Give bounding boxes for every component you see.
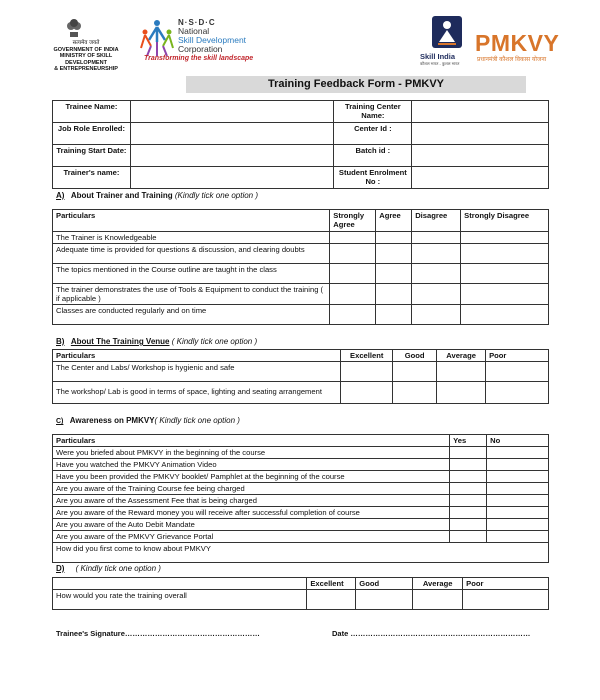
question-text: The trainer demonstrates the use of Tools & Equipment to conduct the training ( if applicable ) bbox=[53, 284, 330, 305]
column-header: No bbox=[487, 435, 549, 447]
section-c-heading: C) Awareness on PMKVY( Kindly tick one option ) bbox=[56, 416, 240, 425]
column-header: Particulars bbox=[53, 350, 341, 362]
question-text: Are you aware of the Auto Debit Mandate bbox=[53, 519, 450, 531]
pmkvy-subtitle: प्रधानमंत्री कौशल विकास योजना bbox=[477, 57, 547, 63]
tick-cell[interactable] bbox=[412, 244, 461, 264]
column-header: Good bbox=[393, 350, 437, 362]
table-row bbox=[53, 232, 549, 244]
tick-cell[interactable] bbox=[450, 531, 487, 543]
column-header: Strongly Agree bbox=[330, 210, 376, 232]
tick-cell[interactable] bbox=[330, 284, 376, 305]
trainer-name-label: Trainer's name: bbox=[53, 167, 131, 189]
column-header: Yes bbox=[450, 435, 487, 447]
tick-cell[interactable] bbox=[450, 495, 487, 507]
trainer-name-field[interactable] bbox=[130, 167, 334, 189]
column-header: Average bbox=[413, 578, 463, 590]
tick-cell[interactable] bbox=[330, 232, 376, 244]
student-enrolment-field[interactable] bbox=[412, 167, 549, 189]
table-row bbox=[53, 531, 549, 543]
tick-cell[interactable] bbox=[413, 590, 463, 610]
column-header: Particulars bbox=[53, 435, 450, 447]
tick-cell[interactable] bbox=[487, 519, 549, 531]
tick-cell[interactable] bbox=[330, 264, 376, 284]
question-text: The topics mentioned in the Course outline are taught in the class bbox=[53, 264, 330, 284]
column-header: Excellent bbox=[341, 350, 393, 362]
question-text: Classes are conducted regularly and on time bbox=[53, 305, 330, 325]
column-header: Strongly Disagree bbox=[461, 210, 549, 232]
ashoka-emblem-icon bbox=[64, 16, 84, 38]
question-text: The Trainer is Knowledgeable bbox=[53, 232, 330, 244]
table-row bbox=[53, 543, 549, 563]
tick-cell[interactable] bbox=[487, 447, 549, 459]
center-id-label: Center Id : bbox=[334, 123, 412, 145]
training-center-name-label: Training Center Name: bbox=[334, 101, 412, 123]
tick-cell[interactable] bbox=[412, 264, 461, 284]
tick-cell[interactable] bbox=[330, 244, 376, 264]
empty-header bbox=[53, 578, 307, 590]
table-row bbox=[53, 507, 549, 519]
training-center-name-field[interactable] bbox=[412, 101, 549, 123]
tick-cell[interactable] bbox=[487, 483, 549, 495]
column-header: Average bbox=[437, 350, 486, 362]
tick-cell[interactable] bbox=[487, 531, 549, 543]
nsdc-tagline: Transforming the skill landscape bbox=[144, 55, 254, 62]
form-title: Training Feedback Form - PMKVY bbox=[186, 76, 526, 93]
start-date-label: Training Start Date: bbox=[53, 145, 131, 167]
job-role-field[interactable] bbox=[130, 123, 334, 145]
table-row bbox=[53, 519, 549, 531]
tick-cell[interactable] bbox=[393, 362, 437, 382]
column-header: Poor bbox=[463, 578, 549, 590]
question-text: Are you aware of the Assessment Fee that is being charged bbox=[53, 495, 450, 507]
column-header: Particulars bbox=[53, 210, 330, 232]
tick-cell[interactable] bbox=[450, 471, 487, 483]
pmkvy-logo-text: PMKVY bbox=[475, 30, 560, 56]
tick-cell[interactable] bbox=[307, 590, 356, 610]
nsdc-people-logo-icon bbox=[137, 18, 177, 58]
column-header: Good bbox=[356, 578, 413, 590]
tick-cell[interactable] bbox=[376, 232, 412, 244]
student-enrolment-label: Student Enrolment No : bbox=[334, 167, 412, 189]
trainee-info-table bbox=[52, 100, 549, 189]
question-text: Are you aware of the Training Course fee being charged bbox=[53, 483, 450, 495]
skill-india-label: Skill India bbox=[420, 52, 456, 61]
table-row bbox=[53, 447, 549, 459]
question-text: How would you rate the training overall bbox=[53, 590, 307, 610]
column-header: Poor bbox=[486, 350, 549, 362]
tick-cell[interactable] bbox=[461, 284, 549, 305]
table-row bbox=[53, 284, 549, 305]
table-row bbox=[53, 471, 549, 483]
table-row bbox=[53, 244, 549, 264]
column-header: Agree bbox=[376, 210, 412, 232]
table-row bbox=[53, 382, 549, 404]
section-a-table bbox=[52, 209, 549, 325]
question-text[interactable]: How did you first come to know about PMKVY bbox=[53, 543, 549, 563]
tick-cell[interactable] bbox=[461, 264, 549, 284]
table-row bbox=[53, 264, 549, 284]
tick-cell[interactable] bbox=[487, 495, 549, 507]
skill-india-logo-icon bbox=[430, 14, 464, 50]
column-header: Disagree bbox=[412, 210, 461, 232]
question-text: The Center and Labs/ Workshop is hygienic and safe bbox=[53, 362, 341, 382]
tick-cell[interactable] bbox=[412, 284, 461, 305]
tick-cell[interactable] bbox=[330, 305, 376, 325]
tick-cell[interactable] bbox=[487, 459, 549, 471]
trainee-name-field[interactable] bbox=[130, 101, 334, 123]
question-text: Are you aware of the PMKVY Grievance Portal bbox=[53, 531, 450, 543]
tick-cell[interactable] bbox=[412, 305, 461, 325]
table-row bbox=[53, 483, 549, 495]
tick-cell[interactable] bbox=[393, 382, 437, 404]
batch-id-label: Batch id : bbox=[334, 145, 412, 167]
tick-cell[interactable] bbox=[376, 264, 412, 284]
tick-cell[interactable] bbox=[341, 362, 393, 382]
tick-cell[interactable] bbox=[437, 382, 486, 404]
nsdc-name: National Skill Development Corporation bbox=[178, 26, 247, 54]
section-d-table bbox=[52, 577, 549, 610]
table-row bbox=[53, 362, 549, 382]
tick-cell[interactable] bbox=[450, 507, 487, 519]
question-text: The workshop/ Lab is good in terms of space, lighting and seating arrangement bbox=[53, 382, 341, 404]
column-header: Excellent bbox=[307, 578, 356, 590]
tick-cell[interactable] bbox=[486, 382, 549, 404]
trainee-name-label: Trainee Name: bbox=[53, 101, 131, 123]
government-caption: सत्यमेव जयते GOVERNMENT OF INDIA MINISTRY OF SKILL DEVELOPMENT & ENTREPRENEURSHIP bbox=[53, 40, 119, 72]
tick-cell[interactable] bbox=[463, 590, 549, 610]
tick-cell[interactable] bbox=[450, 459, 487, 471]
question-text: Adequate time is provided for questions & discussion, and clearing doubts bbox=[53, 244, 330, 264]
question-text: Have you watched the PMKVY Animation Video bbox=[53, 459, 450, 471]
tick-cell[interactable] bbox=[461, 244, 549, 264]
trainee-signature-line[interactable]: Trainee's Signature……………………………………………… bbox=[56, 629, 260, 638]
tick-cell[interactable] bbox=[487, 507, 549, 519]
tick-cell[interactable] bbox=[376, 284, 412, 305]
tick-cell[interactable] bbox=[487, 471, 549, 483]
tick-cell[interactable] bbox=[450, 483, 487, 495]
tick-cell[interactable] bbox=[376, 305, 412, 325]
tick-cell[interactable] bbox=[486, 362, 549, 382]
tick-cell[interactable] bbox=[450, 447, 487, 459]
question-text: Have you been provided the PMKVY booklet/ Pamphlet at the beginning of the course bbox=[53, 471, 450, 483]
table-row bbox=[53, 495, 549, 507]
nsdc-acronym: N·S·D·C bbox=[178, 18, 216, 27]
tick-cell[interactable] bbox=[356, 590, 413, 610]
tick-cell[interactable] bbox=[341, 382, 393, 404]
section-b-heading: B) About The Training Venue ( Kindly tick one option ) bbox=[56, 337, 258, 346]
table-row bbox=[53, 459, 549, 471]
section-c-table bbox=[52, 434, 549, 563]
job-role-label: Job Role Enrolled: bbox=[53, 123, 131, 145]
batch-id-field[interactable] bbox=[412, 145, 549, 167]
tick-cell[interactable] bbox=[437, 362, 486, 382]
table-row bbox=[53, 590, 549, 610]
tick-cell[interactable] bbox=[412, 232, 461, 244]
tick-cell[interactable] bbox=[461, 232, 549, 244]
table-row bbox=[53, 305, 549, 325]
section-a-heading: A) About Trainer and Training (Kindly tick one option ) bbox=[56, 191, 259, 200]
section-b-table bbox=[52, 349, 549, 404]
center-id-field[interactable] bbox=[412, 123, 549, 145]
section-d-heading: D) ( Kindly tick one option ) bbox=[56, 564, 161, 573]
date-line[interactable]: Date ……………………………………………………………… bbox=[332, 629, 531, 638]
tick-cell[interactable] bbox=[376, 244, 412, 264]
skill-india-subtitle: कौशल भारत - कुशल भारत bbox=[420, 61, 460, 66]
question-text: Were you briefed about PMKVY in the beginning of the course bbox=[53, 447, 450, 459]
start-date-field[interactable] bbox=[130, 145, 334, 167]
question-text: Are you aware of the Reward money you will receive after successful completion of course bbox=[53, 507, 450, 519]
tick-cell[interactable] bbox=[450, 519, 487, 531]
tick-cell[interactable] bbox=[461, 305, 549, 325]
